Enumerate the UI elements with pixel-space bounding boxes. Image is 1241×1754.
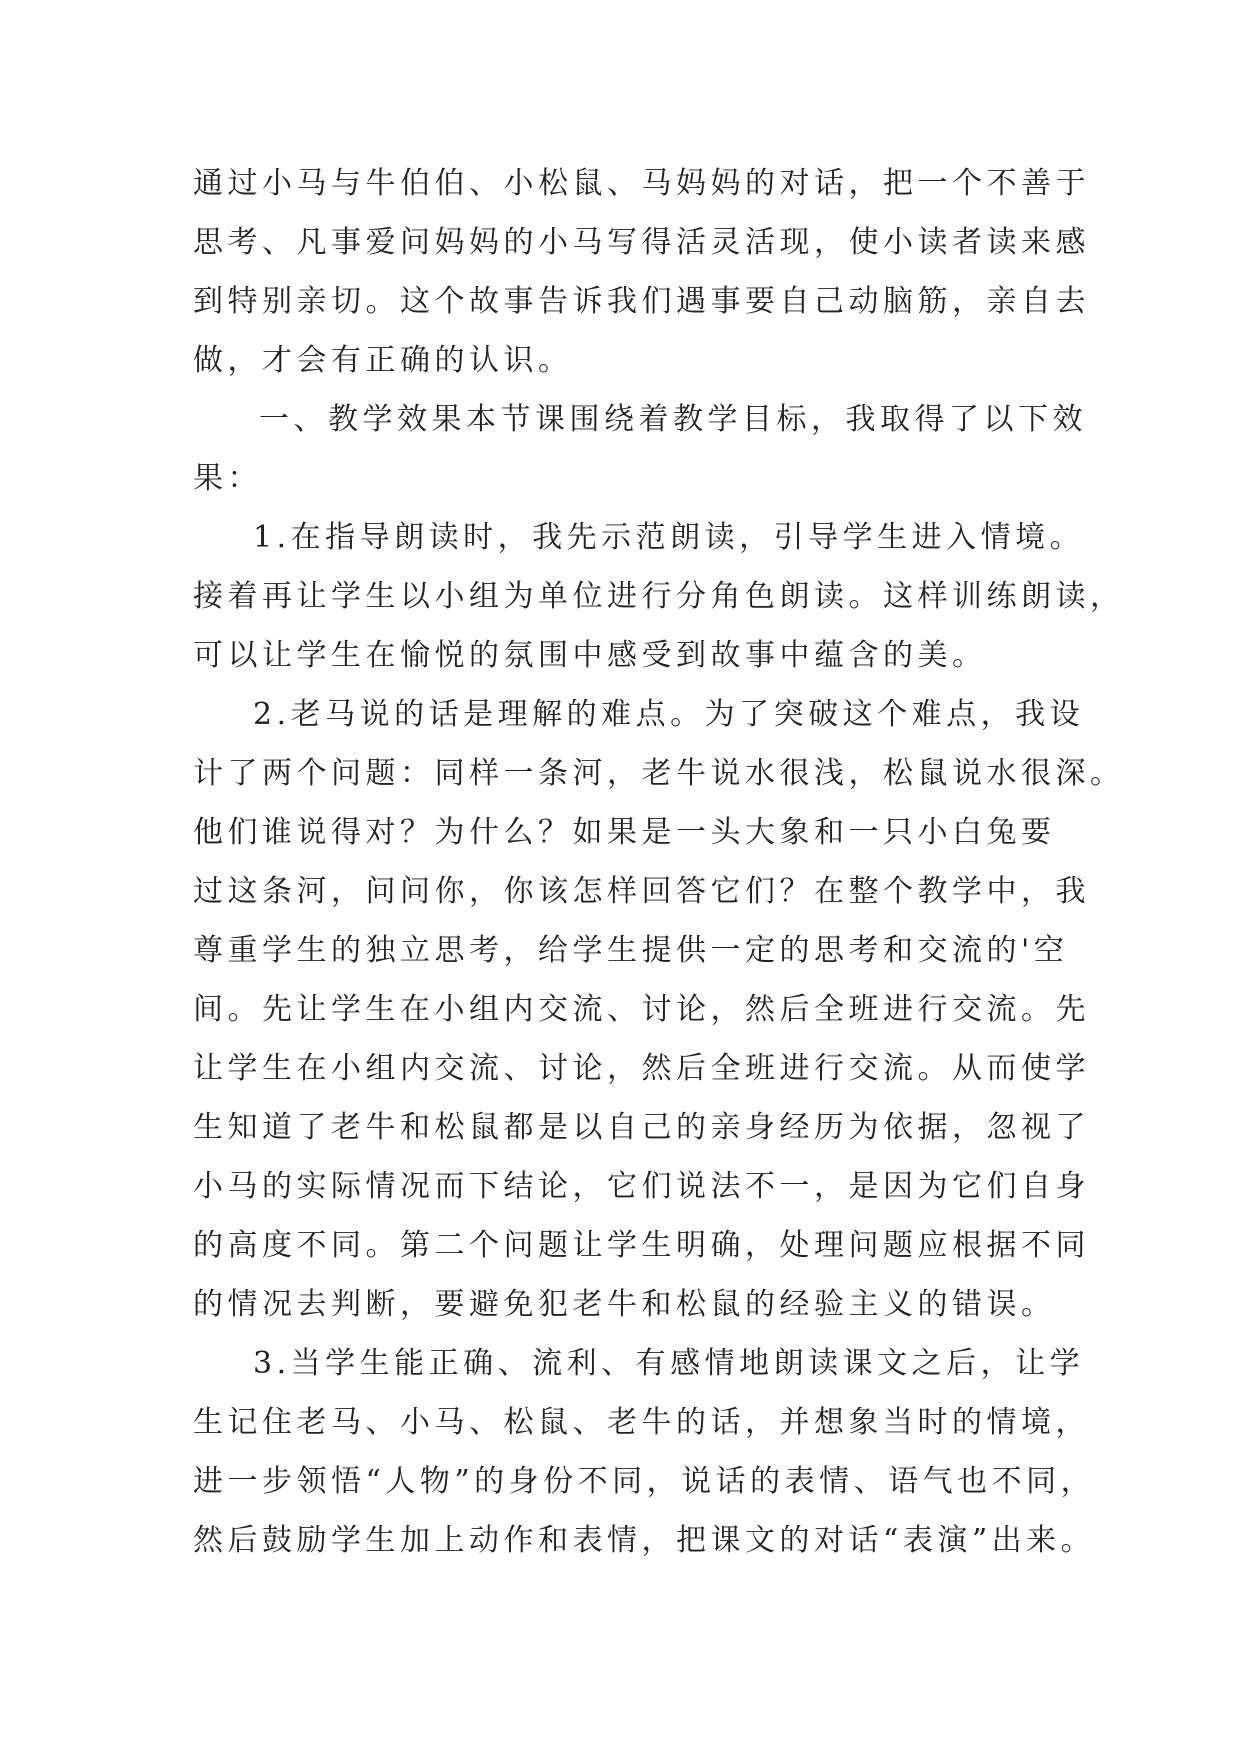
paragraph-point-1 — [193, 508, 1125, 685]
paragraph-point-2 — [193, 685, 1125, 1334]
text-line: 他们谁说得对？为什么？如果是一头大象和一只小白兔要 — [193, 815, 1056, 850]
text-line: 间。先让学生在小组内交流、讨论，然后全班进行交流。先 — [193, 992, 1090, 1027]
paragraph-point-3 — [193, 1334, 1096, 1570]
text-line: 2.老马说的话是理解的难点。为了突破这个难点，我设 — [253, 697, 1085, 732]
paragraph-section-heading — [193, 390, 1087, 508]
text-line: 1.在指导朗读时，我先示范朗读，引导学生进入情境。 — [253, 520, 1085, 555]
text-line: 过这条河，问问你，你该怎样回答它们？在整个教学中，我 — [193, 874, 1090, 909]
text-line: 思考、凡事爱问妈妈的小马写得活灵活现，使小读者读来感 — [193, 225, 1090, 260]
text-line: 可以让学生在愉悦的氛围中感受到故事中蕴含的美。 — [193, 638, 987, 673]
text-line: 然后鼓励学生加上动作和表情，把课文的对话“表演”出来。 — [193, 1523, 1096, 1558]
text-line: 小马的实际情况而下结论，它们说法不一，是因为它们自身 — [193, 1169, 1090, 1204]
text-line: 生记住老马、小马、松鼠、老牛的话，并想象当时的情境， — [193, 1405, 1090, 1440]
paragraph-intro — [193, 154, 1090, 390]
text-line: 一、教学效果本节课围绕着教学目标，我取得了以下效 — [259, 402, 1087, 437]
text-line: 的情况去判断，要避免犯老牛和松鼠的经验主义的错误。 — [193, 1287, 1056, 1322]
text-line: 生知道了老牛和松鼠都是以自己的亲身经历为依据，忽视了 — [193, 1110, 1090, 1145]
text-line: 果： — [193, 461, 262, 496]
text-line: 的高度不同。第二个问题让学生明确，处理问题应根据不同 — [193, 1228, 1090, 1263]
text-line: 通过小马与牛伯伯、小松鼠、马妈妈的对话，把一个不善于 — [193, 166, 1090, 201]
text-line: 进一步领悟“人物”的身份不同，说话的表情、语气也不同， — [193, 1464, 1096, 1499]
text-line: 3.当学生能正确、流利、有感情地朗读课文之后，让学 — [253, 1346, 1085, 1381]
text-line: 做，才会有正确的认识。 — [193, 343, 573, 378]
text-line: 到特别亲切。这个故事告诉我们遇事要自己动脑筋，亲自去 — [193, 284, 1090, 319]
text-line: 让学生在小组内交流、讨论，然后全班进行交流。从而使学 — [193, 1051, 1090, 1086]
text-line: 接着再让学生以小组为单位进行分角色朗读。这样训练朗读， — [193, 579, 1125, 614]
text-line: 计了两个问题：同样一条河，老牛说水很浅，松鼠说水很深。 — [193, 756, 1125, 791]
document-page — [193, 154, 1125, 1570]
text-line: 尊重学生的独立思考，给学生提供一定的思考和交流的'空 — [193, 933, 1069, 968]
